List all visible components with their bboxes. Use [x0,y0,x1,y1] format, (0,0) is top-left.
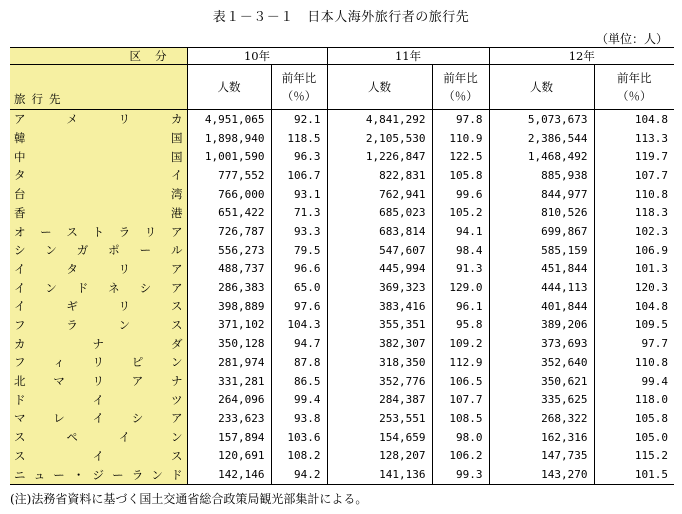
table-row [10,260,674,279]
destination-cell [10,465,187,484]
destination-name: フ ラ ン ス [14,317,183,332]
table-row [10,185,674,204]
table-row [10,129,674,148]
ratio-cell: 93.8 [271,409,327,428]
destination-cell [10,241,187,260]
ratio-cell: 86.5 [271,372,327,391]
header-ratio-11: 前年比 （％） [432,65,489,110]
destination-cell [10,204,187,223]
ratio-cell: 93.1 [271,185,327,204]
count-cell: 810,526 [489,204,594,223]
table-row [10,409,674,428]
ratio-cell: 91.3 [432,260,489,279]
count-cell: 762,941 [327,185,432,204]
ratio-cell: 103.6 [271,428,327,447]
ratio-cell: 104.3 [271,316,327,335]
ratio-cell: 96.1 [432,297,489,316]
destination-cell [10,316,187,335]
ratio-cell: 107.7 [432,390,489,409]
ratio-cell: 119.7 [594,147,674,166]
count-cell: 383,416 [327,297,432,316]
count-cell: 401,844 [489,297,594,316]
ratio-cell: 96.3 [271,147,327,166]
destination-name: イ ン ド ネ シ ア [14,280,183,295]
table-row [10,222,674,241]
ratio-cell: 109.2 [432,334,489,353]
destination-cell [10,147,187,166]
ratio-cell: 122.5 [432,147,489,166]
count-cell: 444,113 [489,278,594,297]
count-cell: 352,776 [327,372,432,391]
header-ratio-10: 前年比 （％） [271,65,327,110]
header-year-10: 10年 [187,48,327,65]
count-cell: 651,422 [187,204,271,223]
ratio-cell: 65.0 [271,278,327,297]
count-cell: 2,386,544 [489,129,594,148]
header-kubun: 区分 [10,48,187,65]
travel-destination-table [10,47,674,485]
count-cell: 685,023 [327,204,432,223]
count-cell: 4,841,292 [327,110,432,129]
destination-name: 北 マ リ ア ナ [14,374,183,389]
ratio-cell: 102.3 [594,222,674,241]
ratio-cell: 92.1 [271,110,327,129]
header-ratio-12: 前年比 （％） [594,65,674,110]
count-cell: 331,281 [187,372,271,391]
count-cell: 585,159 [489,241,594,260]
destination-name: イ タ リ ア [14,261,183,276]
ratio-cell: 104.8 [594,110,674,129]
destination-cell [10,278,187,297]
count-cell: 726,787 [187,222,271,241]
destination-cell [10,297,187,316]
ratio-cell: 98.0 [432,428,489,447]
ratio-cell: 97.7 [594,334,674,353]
count-cell: 699,867 [489,222,594,241]
count-cell: 284,387 [327,390,432,409]
ratio-cell: 112.9 [432,353,489,372]
count-cell: 281,974 [187,353,271,372]
ratio-cell: 95.8 [432,316,489,335]
table-row [10,465,674,484]
count-cell: 253,551 [327,409,432,428]
count-cell: 128,207 [327,446,432,465]
ratio-cell: 110.8 [594,353,674,372]
count-cell: 1,468,492 [489,147,594,166]
count-cell: 1,001,590 [187,147,271,166]
count-cell: 445,994 [327,260,432,279]
count-cell: 147,735 [489,446,594,465]
count-cell: 5,073,673 [489,110,594,129]
destination-name: ア メ リ カ [14,112,183,127]
ratio-cell: 105.2 [432,204,489,223]
count-cell: 141,136 [327,465,432,484]
unit-label: （単位：人） [595,32,668,46]
destination-name: ス イ ス [14,448,183,463]
ratio-cell: 79.5 [271,241,327,260]
ratio-cell: 99.6 [432,185,489,204]
table-row [10,353,674,372]
destination-cell [10,334,187,353]
count-cell: 451,844 [489,260,594,279]
count-cell: 162,316 [489,428,594,447]
destination-name: 台 湾 [14,187,183,202]
count-cell: 1,226,847 [327,147,432,166]
destination-name: ド イ ツ [14,392,183,407]
count-cell: 335,625 [489,390,594,409]
ratio-cell: 106.5 [432,372,489,391]
table-row [10,297,674,316]
count-cell: 120,691 [187,446,271,465]
table-row [10,372,674,391]
header-count-10: 人数 [187,65,271,110]
destination-cell [10,166,187,185]
count-cell: 683,814 [327,222,432,241]
ratio-cell: 107.7 [594,166,674,185]
ratio-cell: 105.8 [594,409,674,428]
table-row [10,446,674,465]
header-ryokosaki: 旅行先 [10,65,187,110]
count-cell: 822,831 [327,166,432,185]
table-row [10,278,674,297]
ratio-cell: 97.8 [432,110,489,129]
ratio-cell: 99.4 [271,390,327,409]
destination-cell [10,260,187,279]
count-cell: 373,693 [489,334,594,353]
ratio-cell: 106.9 [594,241,674,260]
destination-cell [10,428,187,447]
ratio-cell: 118.3 [594,204,674,223]
ratio-cell: 118.5 [271,129,327,148]
count-cell: 547,607 [327,241,432,260]
ratio-cell: 108.5 [432,409,489,428]
count-cell: 350,621 [489,372,594,391]
count-cell: 371,102 [187,316,271,335]
ratio-cell: 101.5 [594,465,674,484]
ratio-cell: 115.2 [594,446,674,465]
count-cell: 318,350 [327,353,432,372]
table-row [10,241,674,260]
header-year-12: 12年 [489,48,674,65]
ratio-cell: 110.9 [432,129,489,148]
destination-cell [10,372,187,391]
header-count-12: 人数 [489,65,594,110]
ratio-cell: 129.0 [432,278,489,297]
destination-cell [10,129,187,148]
count-cell: 556,273 [187,241,271,260]
count-cell: 350,128 [187,334,271,353]
destination-name: ニ ュ ー ・ ジ ー ラ ン ド [14,467,183,482]
ratio-cell: 113.3 [594,129,674,148]
count-cell: 154,659 [327,428,432,447]
table-row [10,334,674,353]
count-cell: 382,307 [327,334,432,353]
table-row [10,316,674,335]
table-title: 表１－３－１ 日本人海外旅行者の旅行先 [212,10,470,25]
ratio-cell: 120.3 [594,278,674,297]
ratio-cell: 96.6 [271,260,327,279]
destination-cell [10,353,187,372]
destination-cell [10,110,187,129]
ratio-cell: 94.7 [271,334,327,353]
ratio-cell: 94.1 [432,222,489,241]
count-cell: 777,552 [187,166,271,185]
ratio-cell: 101.3 [594,260,674,279]
ratio-cell: 106.7 [271,166,327,185]
header-count-11: 人数 [327,65,432,110]
destination-name: カ ナ ダ [14,336,183,351]
destination-name: イ ギ リ ス [14,299,183,314]
count-cell: 4,951,065 [187,110,271,129]
count-cell: 268,322 [489,409,594,428]
count-cell: 1,898,940 [187,129,271,148]
count-cell: 389,206 [489,316,594,335]
footnote: (注)法務省資料に基づく国土交通省総合政策局観光部集計による。 [10,492,368,506]
count-cell: 143,270 [489,465,594,484]
count-cell: 157,894 [187,428,271,447]
table-row [10,390,674,409]
destination-name: 韓 国 [14,131,183,146]
table-row [10,166,674,185]
ratio-cell: 109.5 [594,316,674,335]
table-row [10,147,674,166]
table-row [10,428,674,447]
ratio-cell: 104.8 [594,297,674,316]
ratio-cell: 97.6 [271,297,327,316]
ratio-cell: 99.3 [432,465,489,484]
count-cell: 352,640 [489,353,594,372]
count-cell: 844,977 [489,185,594,204]
ratio-cell: 118.0 [594,390,674,409]
destination-name: タ イ [14,168,183,183]
ratio-cell: 105.0 [594,428,674,447]
destination-name: 中 国 [14,149,183,164]
destination-name: オ ー ス ト ラ リ ア [14,224,183,239]
destination-name: ス ペ イ ン [14,430,183,445]
count-cell: 398,889 [187,297,271,316]
table-row [10,204,674,223]
destination-name: マ レ イ シ ア [14,411,183,426]
destination-cell [10,409,187,428]
ratio-cell: 93.3 [271,222,327,241]
count-cell: 233,623 [187,409,271,428]
count-cell: 264,096 [187,390,271,409]
ratio-cell: 106.2 [432,446,489,465]
count-cell: 488,737 [187,260,271,279]
count-cell: 369,323 [327,278,432,297]
destination-name: 香 港 [14,205,183,220]
count-cell: 355,351 [327,316,432,335]
count-cell: 142,146 [187,465,271,484]
destination-cell [10,222,187,241]
table-body [10,110,674,485]
ratio-cell: 71.3 [271,204,327,223]
ratio-cell: 99.4 [594,372,674,391]
count-cell: 885,938 [489,166,594,185]
destination-cell [10,446,187,465]
destination-cell [10,185,187,204]
table-row [10,110,674,129]
count-cell: 2,105,530 [327,129,432,148]
ratio-cell: 105.8 [432,166,489,185]
header-year-11: 11年 [327,48,489,65]
ratio-cell: 98.4 [432,241,489,260]
destination-cell [10,390,187,409]
ratio-cell: 110.8 [594,185,674,204]
ratio-cell: 94.2 [271,465,327,484]
count-cell: 286,383 [187,278,271,297]
ratio-cell: 108.2 [271,446,327,465]
count-cell: 766,000 [187,185,271,204]
destination-name: フ ィ リ ピ ン [14,355,183,370]
destination-name: シ ン ガ ポ ー ル [14,243,183,258]
ratio-cell: 87.8 [271,353,327,372]
